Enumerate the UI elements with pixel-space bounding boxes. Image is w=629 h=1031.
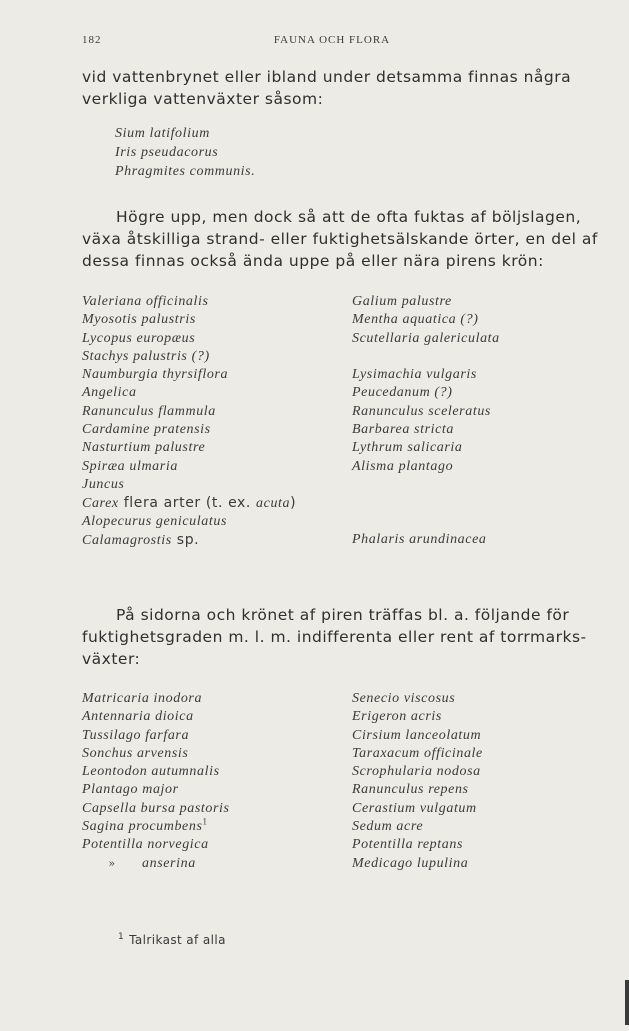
species-item: Leontodon autumnalis <box>82 764 220 780</box>
paragraph-2 <box>82 206 602 272</box>
carex-note: flera arter (t. ex. <box>118 495 257 512</box>
species-item: Ranunculus repens <box>352 782 469 798</box>
aquatic-species-list <box>115 124 255 181</box>
list-gap <box>352 513 500 531</box>
paragraph-line: fuktighetsgraden m. l. m. indifferenta eller rent af torrmarks- <box>82 628 587 646</box>
list-gap <box>352 476 500 494</box>
species-item: Phragmites communis. <box>115 164 256 179</box>
species-name: anserina <box>142 855 196 871</box>
species-item: Mentha aquatica (?) <box>352 312 479 328</box>
species-item: Tussilago farfara <box>82 727 190 743</box>
species-item: Nasturtium palustre <box>82 440 206 456</box>
species-item: Iris pseudacorus <box>115 145 219 160</box>
calamagrostis-item <box>82 531 296 549</box>
species-item: Capsella bursa pastoris <box>82 800 230 816</box>
species-item: Lysimachia vulgaris <box>352 367 477 383</box>
paragraph-line: På sidorna och krönet af piren träffas bl. a. följande för <box>116 606 570 624</box>
species-item: Phalaris arundinacea <box>352 531 487 547</box>
species-item: Taraxacum officinale <box>352 745 483 761</box>
species-item: Erigeron acris <box>352 709 442 725</box>
footnote-text: Talrikast af alla <box>129 933 226 947</box>
species-item: Cerastium vulgatum <box>352 800 477 816</box>
species-name: Sagina procumbens <box>82 819 203 835</box>
species-item: Sium latifolium <box>115 126 210 141</box>
footnote <box>118 933 226 947</box>
species-item: Alisma plantago <box>352 458 454 474</box>
species-item: Matricaria inodora <box>82 691 203 706</box>
paragraph-line: växter: <box>82 650 141 668</box>
ditto-item <box>82 855 230 873</box>
species-item: Galium palustre <box>352 294 452 309</box>
species-item: Ranunculus flammula <box>82 403 216 419</box>
species-item: Sonchus arvensis <box>82 745 189 761</box>
page-header <box>82 34 582 50</box>
dry-species-list-right <box>352 690 483 873</box>
footnote-mark: 1 <box>118 932 125 942</box>
paragraph-line: vid vattenbrynet eller ibland under detsamma finnas några <box>82 68 572 86</box>
sagina-item <box>82 818 230 836</box>
list-gap <box>352 494 500 512</box>
carex-example: acuta <box>256 496 291 512</box>
species-item: Lythrum salicaria <box>352 440 463 456</box>
species-item: Ranunculus sceleratus <box>352 403 491 419</box>
species-item: Juncus <box>82 476 125 492</box>
shore-species-list-left <box>82 293 296 549</box>
dry-species-list-left <box>82 690 230 873</box>
species-item: Barbarea stricta <box>352 422 455 438</box>
shore-species-list-right <box>352 293 500 549</box>
species-item: Scutellaria galericulata <box>352 330 500 346</box>
carex-close: ) <box>290 495 297 512</box>
paragraph-1 <box>82 66 602 110</box>
paragraph-line: växa åtskilliga strand- eller fuktighetsälskande örter, en del af <box>82 230 598 248</box>
species-item: Peucedanum (?) <box>352 385 453 401</box>
paragraph-3 <box>82 604 602 670</box>
list-gap <box>352 348 500 366</box>
species-item: Potentilla reptans <box>352 837 463 853</box>
paragraph-line: Högre upp, men dock så att de ofta fuktas af böljslagen, <box>116 208 582 226</box>
species-item: Cirsium lanceolatum <box>352 727 482 743</box>
paragraph-line: dessa finnas också ända uppe på eller nära pirens krön: <box>82 252 544 270</box>
species-item: Medicago lupulina <box>352 855 469 871</box>
species-item: Alopecurus geniculatus <box>82 513 228 529</box>
species-sp: sp. <box>171 531 200 548</box>
running-title: FAUNA OCH FLORA <box>273 34 391 46</box>
species-item: Angelica <box>82 385 137 401</box>
footnote-reference: 1 <box>202 816 208 827</box>
species-item: Valeriana officinalis <box>82 294 209 309</box>
ditto-mark: » <box>108 856 116 870</box>
carex-genus: Carex <box>82 496 119 512</box>
species-item: Spiræa ulmaria <box>82 458 178 474</box>
species-name: Calamagrostis <box>82 532 172 548</box>
carex-item <box>82 494 296 512</box>
page-number: 182 <box>82 34 102 46</box>
species-item: Scrophularia nodosa <box>352 764 481 780</box>
species-item: Cardamine pratensis <box>82 422 211 438</box>
species-item: Plantago major <box>82 782 179 798</box>
species-item: Potentilla norvegica <box>82 837 209 853</box>
species-item: Sedum acre <box>352 819 424 835</box>
paragraph-line: verkliga vattenväxter såsom: <box>82 90 324 108</box>
species-item: Stachys palustris (?) <box>82 348 210 364</box>
species-item: Antennaria dioica <box>82 709 194 725</box>
page-edge-mark <box>625 980 629 1025</box>
species-item: Myosotis palustris <box>82 312 196 328</box>
species-item: Senecio viscosus <box>352 691 456 706</box>
species-item: Lycopus europæus <box>82 330 196 346</box>
species-item: Naumburgia thyrsiflora <box>82 367 229 383</box>
